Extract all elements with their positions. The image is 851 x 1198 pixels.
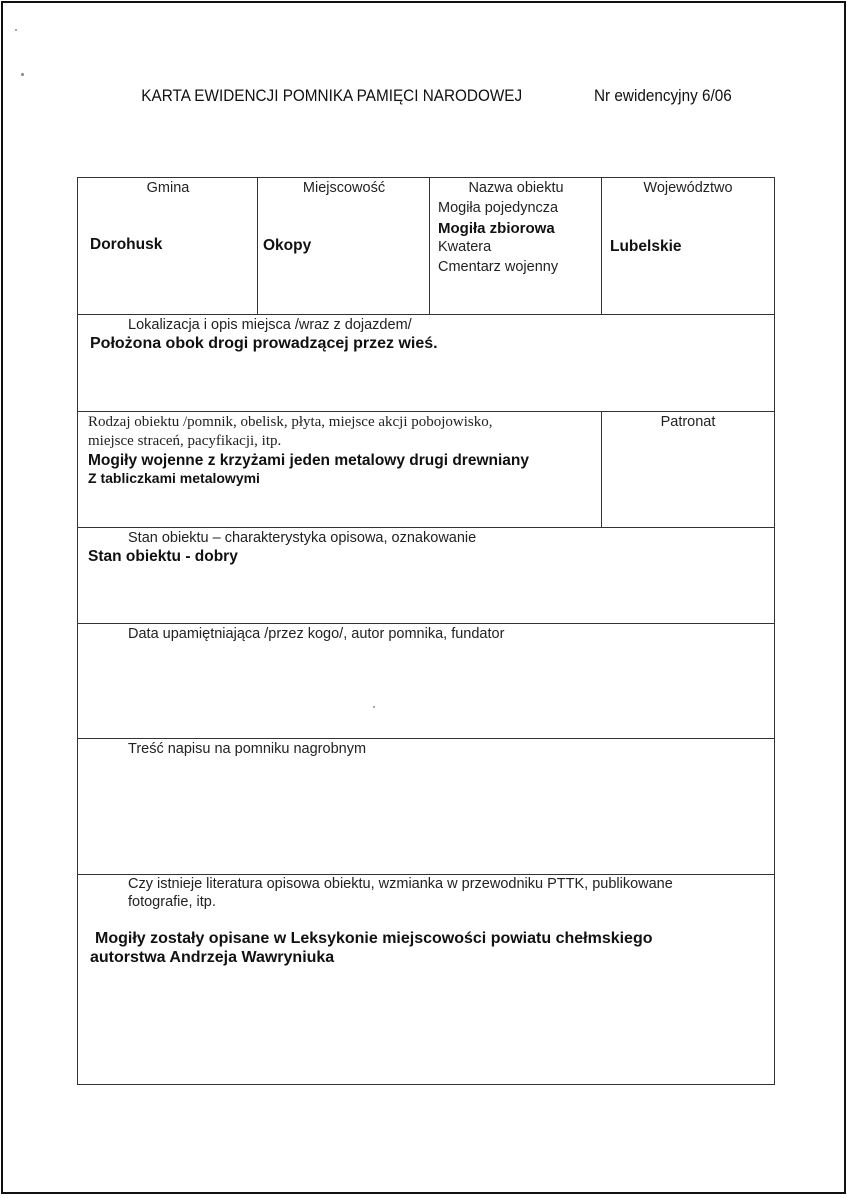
cell-miejscowosc (258, 178, 430, 314)
tresc-label: Treść napisu na pomniku nagrobnym (128, 741, 367, 757)
row-basic-info (78, 178, 774, 315)
nazwa-obiektu-options (438, 199, 558, 277)
document-title: KARTA EWIDENCJI POMNIKA PAMIĘCI NARODOWEJ (141, 86, 523, 105)
row-stan-obiektu (78, 528, 774, 624)
lokalizacja-value: Położona obok drogi prowadzącej przez wieś. (90, 335, 438, 352)
row-literatura (78, 875, 774, 1084)
rodzaj-label-line2: miejsce straceń, pacyfikacji, itp. (88, 433, 282, 449)
cell-nazwa-obiektu (430, 178, 602, 314)
rodzaj-value-line2: Z tabliczkami metalowymi (88, 470, 260, 486)
stan-label: Stan obiektu – charakterystyka opisowa, oznakowanie (128, 530, 477, 546)
literatura-label-line1: Czy istnieje literatura opisowa obiektu, wzmianka w przewodniku PTTK, publikowane (128, 876, 673, 892)
row-tresc-napisu (78, 739, 774, 875)
cell-gmina (78, 178, 258, 314)
nazwa-obiektu-label: Nazwa obiektu (468, 180, 564, 196)
cell-rodzaj-obiektu (78, 412, 602, 527)
registry-number: Nr ewidencyjny 6/06 (594, 86, 732, 105)
miejscowosc-label: Miejscowość (302, 180, 386, 196)
gmina-label: Gmina (146, 180, 190, 196)
literatura-value-line1: Mogiły zostały opisane w Leksykonie miejscowości powiatu chełmskiego (95, 930, 653, 947)
scan-speck (373, 706, 375, 708)
gmina-value: Dorohusk (90, 236, 163, 253)
data-upamietniajaca-label: Data upamiętniająca /przez kogo/, autor pomnika, fundator (128, 626, 505, 642)
option-kwatera: Kwatera (438, 239, 492, 255)
option-cmentarz-wojenny: Cmentarz wojenny (438, 258, 559, 275)
rodzaj-value-line1: Mogiły wojenne z krzyżami jeden metalowy drugi drewniany (88, 452, 529, 469)
option-mogila-pojedyncza: Mogiła pojedyncza (438, 200, 559, 216)
cell-wojewodztwo (602, 178, 774, 314)
literatura-label-line2: fotografie, itp. (128, 894, 216, 910)
patronat-label: Patronat (660, 414, 716, 430)
literatura-value-line2: autorstwa Andrzeja Wawryniuka (90, 949, 335, 966)
miejscowosc-value: Okopy (263, 237, 312, 254)
wojewodztwo-value: Lubelskie (610, 238, 682, 255)
scan-speck (15, 29, 17, 31)
row-data-upamietniajaca (78, 624, 774, 739)
stan-value: Stan obiektu - dobry (88, 548, 238, 565)
rodzaj-label-line1: Rodzaj obiektu /pomnik, obelisk, płyta, miejsce akcji pobojowisko, (88, 414, 493, 430)
scan-speck (21, 73, 24, 76)
registration-form (77, 177, 775, 1085)
row-lokalizacja (78, 315, 774, 412)
option-mogila-zbiorowa-selected: Mogiła zbiorowa (438, 219, 555, 237)
wojewodztwo-label: Województwo (643, 180, 733, 196)
lokalizacja-label: Lokalizacja i opis miejsca /wraz z dojazdem/ (128, 317, 412, 333)
row-rodzaj-obiektu (78, 412, 774, 528)
document-header (0, 86, 766, 116)
cell-patronat (602, 412, 774, 527)
